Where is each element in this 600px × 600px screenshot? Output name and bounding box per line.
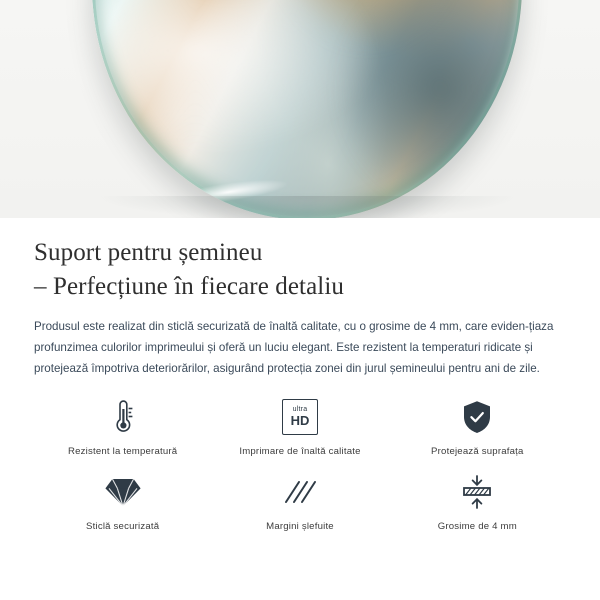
feature-caption: Rezistent la temperatură: [68, 445, 178, 457]
feature-temperature-resistant: [34, 396, 211, 457]
feature-thickness: [389, 471, 566, 532]
feature-caption: Protejează suprafața: [431, 445, 524, 457]
feature-surface-protection: [389, 396, 566, 457]
hero-image: [0, 0, 600, 218]
page-title: [34, 218, 566, 303]
feature-caption: Sticlă securizată: [86, 520, 160, 532]
feature-grid: [34, 396, 566, 532]
ultra-hd-top-label: ultra: [292, 406, 308, 414]
ultra-hd-bottom-label: HD: [290, 413, 310, 429]
product-description: Produsul este realizat din sticlă securizată de înaltă calitate, cu o grosime de 4 mm, care eviden-țiaza profunzimea culorilor imprimeului și oferă un luciu elegant. Este rezistent la temperaturi ridicate și protejează împotriva deteriorărilor, asigurând protecția zonei din jurul șemineului pentru ani de zile.: [34, 320, 554, 375]
feature-caption: Grosime de 4 mm: [437, 520, 517, 532]
ultra-hd-icon: [282, 396, 318, 438]
hero-drop-shadow: [100, 196, 515, 218]
feature-tempered-glass: [34, 471, 211, 532]
content-area: [0, 218, 600, 532]
diamond-icon: [104, 471, 142, 513]
feature-polished-edges: [211, 471, 388, 532]
thickness-icon: [458, 471, 496, 513]
title-line-2: – Perfecțiune în fiecare detaliu: [34, 272, 344, 300]
feature-caption: Margini șlefuite: [266, 520, 334, 532]
thermometer-icon: [106, 396, 140, 438]
feature-caption: Imprimare de înaltă calitate: [239, 445, 361, 457]
feature-print-quality: [211, 396, 388, 457]
title-line-1: Suport pentru șemineu: [34, 239, 263, 266]
polished-edges-icon: [282, 471, 318, 513]
shield-check-icon: [460, 396, 494, 438]
